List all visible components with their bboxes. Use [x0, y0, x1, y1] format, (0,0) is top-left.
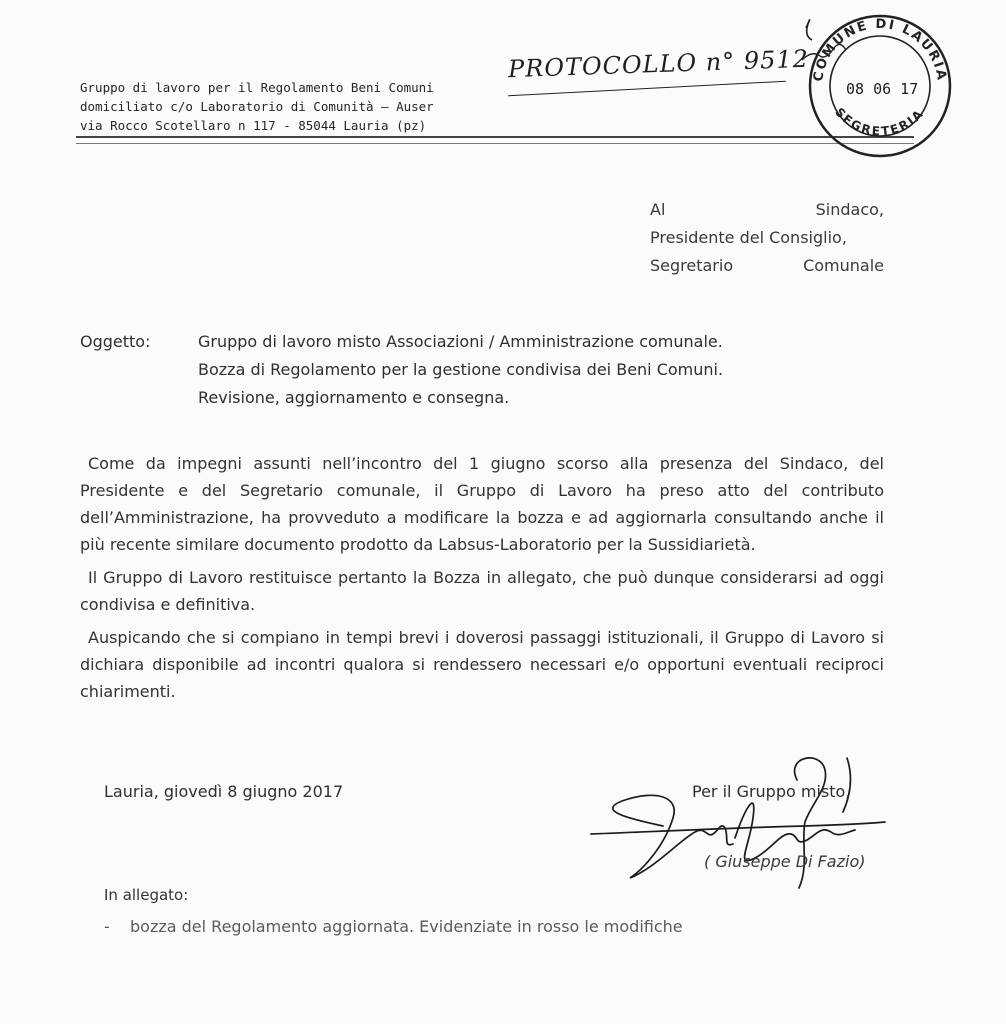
subject-line: Gruppo di lavoro misto Associazioni / Amministrazione comunale.: [198, 332, 723, 351]
letter-body: [80, 450, 884, 711]
attachment-text: bozza del Regolamento aggiornata. Evidenziate in rosso le modifiche: [130, 917, 683, 936]
stamp-date: 08 06 17: [846, 80, 919, 98]
signature-label: Per il Gruppo misto,: [692, 782, 851, 801]
recipient-line: [650, 196, 884, 224]
sender-address-block: [80, 78, 460, 135]
stamp-ring-text: COMUNE DI LAURIA: [811, 16, 950, 83]
stamp-bottom-text: SEGRETERIA: [832, 105, 927, 139]
municipal-stamp: [792, 8, 962, 158]
recipient-word: Comunale: [803, 256, 884, 275]
sender-line: via Rocco Scotellaro n 117 - 85044 Lauria (pz): [80, 118, 427, 133]
subject-lines: [198, 328, 898, 412]
handwritten-signature: [585, 748, 895, 898]
body-paragraph: Il Gruppo di Lavoro restituisce pertanto la Bozza in allegato, che può dunque considerarsi ad oggi condivisa e definitiva.: [80, 568, 884, 614]
place-date: Lauria, giovedì 8 giugno 2017: [104, 782, 344, 801]
body-paragraph: Come da impegni assunti nell’incontro del 1 giugno scorso alla presenza del Sindaco, del Presidente e del Segretario comunale, il Gruppo di Lavoro ha preso atto del contributo dell’Amministrazione, ha provveduto a modificare la bozza e ad aggiornarla consultando anche il più recente similare documento prodotto da Labsus-Laboratorio per la Sussidiarietà.: [80, 454, 884, 554]
body-paragraph: Auspicando che si compiano in tempi brevi i doverosi passaggi istituzionali, il Gruppo di Lavoro si dichiara disponibile ad incontri qualora si rendessero necessari e/o opportuni eventuali reciproci chiarimenti.: [80, 628, 884, 701]
subject-label: Oggetto:: [80, 332, 151, 351]
list-dash-icon: -: [104, 917, 110, 936]
sender-line: domiciliato c/o Laboratorio di Comunità – Auser: [80, 99, 434, 114]
protocol-number: PROTOCOLLO n° 9512: [507, 44, 810, 84]
handwritten-mark-icon: [806, 20, 812, 40]
header-divider: [76, 136, 914, 144]
attachments-heading: In allegato:: [104, 886, 189, 904]
subject-line: Bozza di Regolamento per la gestione condivisa dei Beni Comuni.: [198, 360, 724, 379]
protocol-underline: [508, 81, 786, 97]
recipients-block: [650, 196, 884, 280]
recipient-word: Sindaco,: [815, 200, 884, 219]
recipient-line: [650, 252, 884, 280]
subject-line: Revisione, aggiornamento e consegna.: [198, 388, 510, 407]
recipient-word: Al: [650, 200, 666, 219]
recipient-word: Segretario: [650, 256, 734, 275]
attachment-item: [104, 917, 683, 936]
recipient-line: Presidente del Consiglio,: [650, 228, 847, 247]
sender-line: Gruppo di lavoro per il Regolamento Beni Comuni: [80, 80, 434, 95]
signatory-name: ( Giuseppe Di Fazio): [704, 852, 866, 871]
